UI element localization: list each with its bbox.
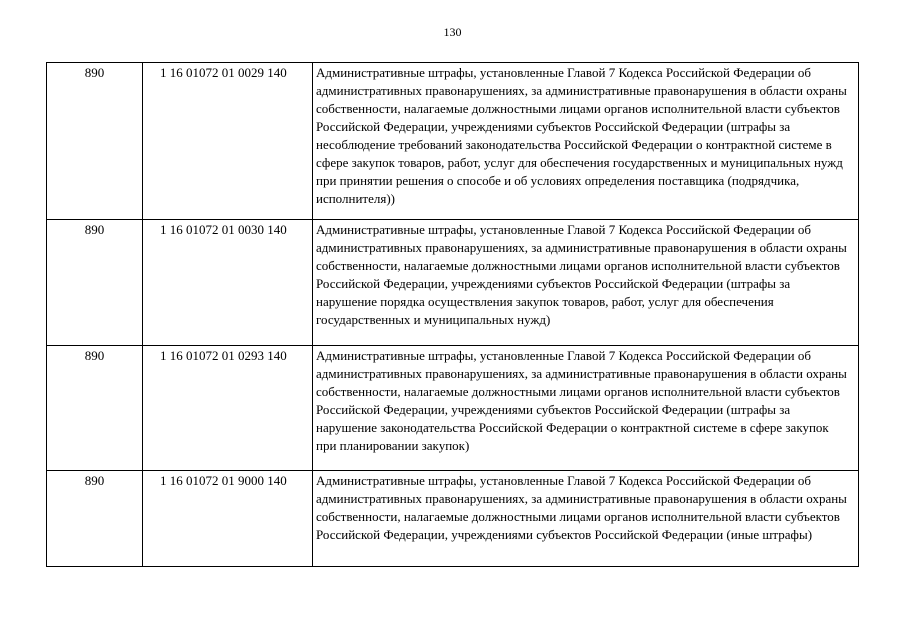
admin-code-cell: 890 xyxy=(47,471,143,567)
admin-code-cell: 890 xyxy=(47,346,143,471)
admin-code-cell: 890 xyxy=(47,63,143,220)
budget-code-cell: 1 16 01072 01 9000 140 xyxy=(143,471,313,567)
budget-code-cell: 1 16 01072 01 0293 140 xyxy=(143,346,313,471)
budget-code-cell: 1 16 01072 01 0029 140 xyxy=(143,63,313,220)
description-cell: Административные штрафы, установленные Главой 7 Кодекса Российской Федерации об административных правонарушениях, за административные правонарушения в области охраны собственности, налагаемые должностными лицами органов исполнительной власти субъектов Российской Федерации, учреждениями субъектов Российской Федерации (иные штрафы) xyxy=(313,471,859,567)
admin-code-cell: 890 xyxy=(47,220,143,346)
description-cell: Административные штрафы, установленные Главой 7 Кодекса Российской Федерации об административных правонарушениях, за административные правонарушения в области охраны собственности, налагаемые должностными лицами органов исполнительной власти субъектов Российской Федерации, учреждениями субъектов Российской Федерации (штрафы за несоблюдение требований законодательства Российской Федерации о контрактной системе в сфере закупок товаров, работ, услуг для обеспечения государственных и муниципальных нужд при принятии решения о способе и об условиях определения поставщика (подрядчика, исполнителя)) xyxy=(313,63,859,220)
page-number: 130 xyxy=(443,25,462,39)
table-row xyxy=(47,220,859,346)
budget-code-cell: 1 16 01072 01 0030 140 xyxy=(143,220,313,346)
table-row xyxy=(47,471,859,567)
budget-codes-table xyxy=(46,62,859,567)
description-cell: Административные штрафы, установленные Главой 7 Кодекса Российской Федерации об административных правонарушениях, за административные правонарушения в области охраны собственности, налагаемые должностными лицами органов исполнительной власти субъектов Российской Федерации, учреждениями субъектов Российской Федерации (штрафы за нарушение законодательства Российской Федерации о контрактной системе в сфере закупок при планировании закупок) xyxy=(313,346,859,471)
description-cell: Административные штрафы, установленные Главой 7 Кодекса Российской Федерации об административных правонарушениях, за административные правонарушения в области охраны собственности, налагаемые должностными лицами органов исполнительной власти субъектов Российской Федерации, учреждениями субъектов Российской Федерации (штрафы за нарушение порядка осуществления закупок товаров, работ, услуг для обеспечения государственных и муниципальных нужд) xyxy=(313,220,859,346)
table-row xyxy=(47,346,859,471)
table-row xyxy=(47,63,859,220)
